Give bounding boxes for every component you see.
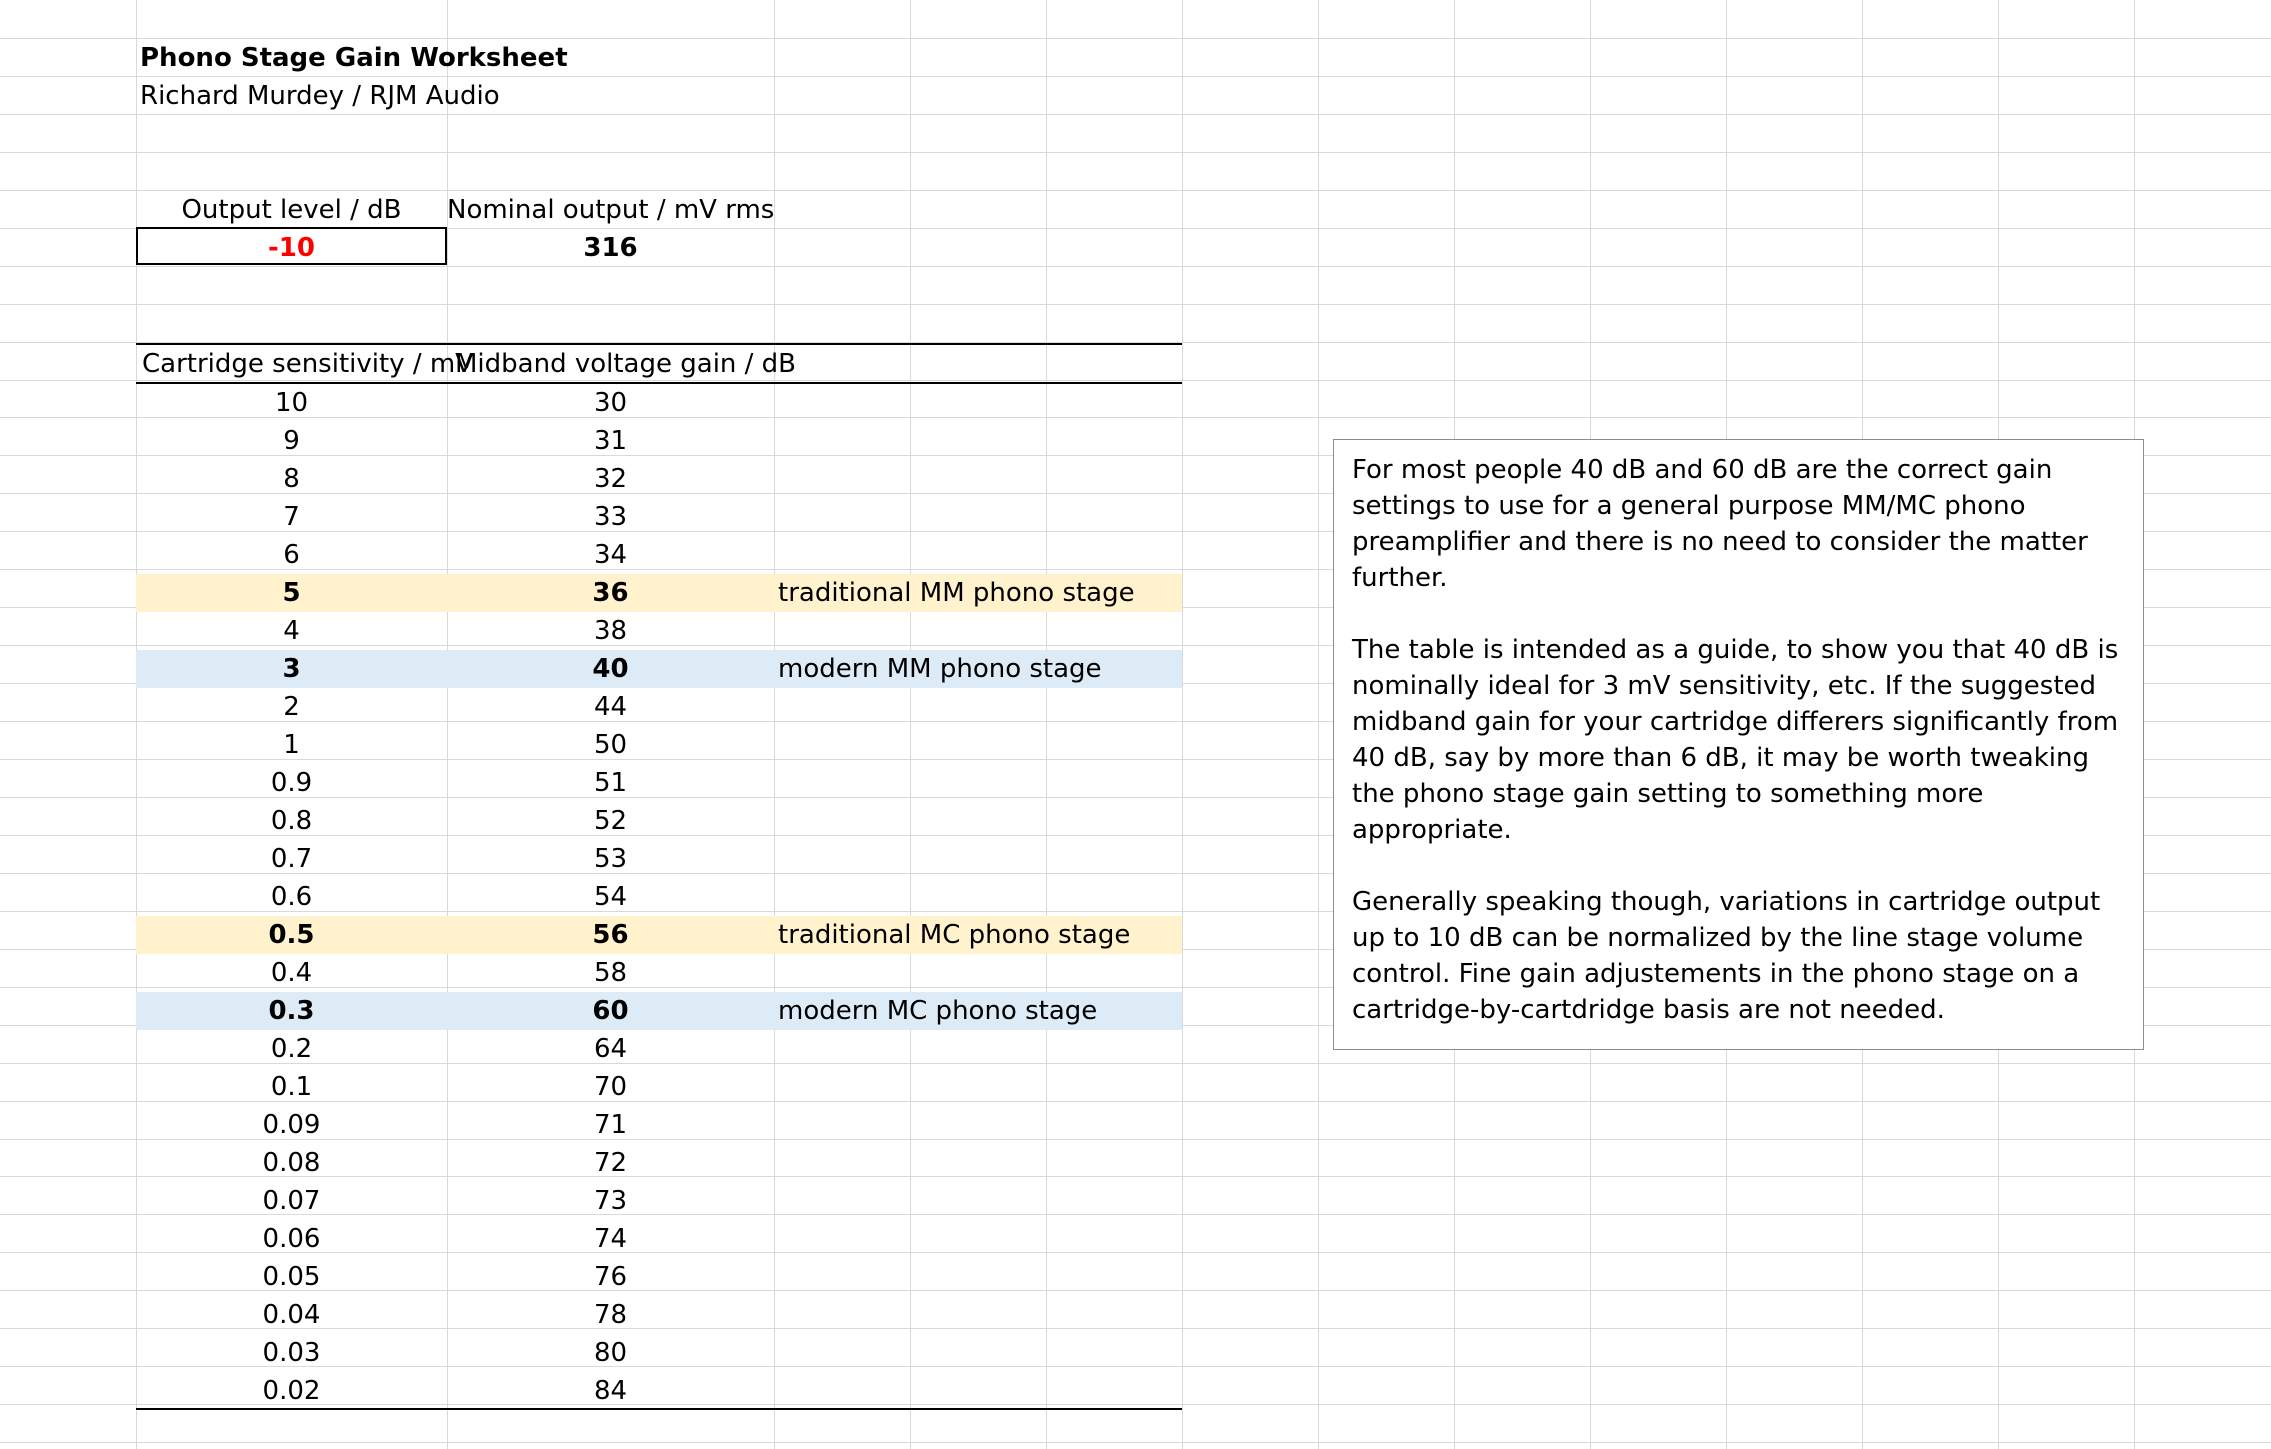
gain-cell[interactable]: 64 <box>593 1034 628 1064</box>
gain-cell[interactable]: 58 <box>593 958 628 988</box>
sensitivity-cell[interactable]: 0.6 <box>270 882 313 912</box>
gain-cell[interactable]: 72 <box>593 1148 628 1178</box>
gain-cell[interactable]: 60 <box>592 996 629 1026</box>
gain-cell[interactable]: 32 <box>593 464 628 494</box>
sensitivity-cell[interactable]: 0.3 <box>268 996 315 1026</box>
gain-cell[interactable]: 71 <box>593 1110 628 1140</box>
gain-cell[interactable]: 50 <box>593 730 628 760</box>
gain-cell[interactable]: 40 <box>592 654 629 684</box>
gain-cell[interactable]: 78 <box>593 1300 628 1330</box>
gain-cell[interactable]: 73 <box>593 1186 628 1216</box>
gain-cell[interactable]: 31 <box>593 426 628 456</box>
sensitivity-cell[interactable]: 7 <box>283 502 300 532</box>
sensitivity-cell[interactable]: 0.06 <box>262 1224 321 1254</box>
sensitivity-cell[interactable]: 0.5 <box>268 920 315 950</box>
gain-cell[interactable]: 56 <box>592 920 629 950</box>
notes-paragraph: The table is intended as a guide, to show you that 40 dB is nominally ideal for 3 mV sensitivity, etc. If the suggested midband gain for your cartridge differers significantly from 40 dB, say by more than 6 dB, it may be worth tweaking the phono stage gain setting to something more appropriate. <box>1352 635 2119 845</box>
sheet-title[interactable]: Phono Stage Gain Worksheet <box>140 43 568 73</box>
sensitivity-cell[interactable]: 0.08 <box>262 1148 321 1178</box>
sensitivity-cell[interactable]: 0.1 <box>270 1072 313 1102</box>
gain-cell[interactable]: 36 <box>592 578 629 608</box>
sensitivity-cell[interactable]: 0.03 <box>262 1338 321 1368</box>
gain-cell[interactable]: 34 <box>593 540 628 570</box>
gain-cell[interactable]: 84 <box>593 1376 628 1406</box>
sensitivity-cell[interactable]: 0.07 <box>262 1186 321 1216</box>
gain-cell[interactable]: 53 <box>593 844 628 874</box>
output-level-value[interactable]: -10 <box>268 233 315 263</box>
sensitivity-cell[interactable]: 3 <box>282 654 301 684</box>
sensitivity-cell[interactable]: 8 <box>283 464 300 494</box>
note-cell[interactable]: traditional MC phono stage <box>778 920 1131 950</box>
sensitivity-cell[interactable]: 1 <box>283 730 300 760</box>
sensitivity-cell[interactable]: 5 <box>282 578 301 608</box>
sensitivity-cell[interactable]: 4 <box>283 616 300 646</box>
sensitivity-cell[interactable]: 0.02 <box>262 1376 321 1406</box>
gain-cell[interactable]: 52 <box>593 806 628 836</box>
column-gridline <box>1046 0 1047 1449</box>
gain-cell[interactable]: 80 <box>593 1338 628 1368</box>
nominal-output-value[interactable]: 316 <box>583 233 638 263</box>
row-gridline <box>0 304 2271 305</box>
header-midband-gain[interactable]: Midband voltage gain / dB <box>455 349 797 379</box>
sensitivity-cell[interactable]: 6 <box>283 540 300 570</box>
sheet-author[interactable]: Richard Murdey / RJM Audio <box>140 81 500 111</box>
gain-cell[interactable]: 70 <box>593 1072 628 1102</box>
note-cell[interactable]: traditional MM phono stage <box>778 578 1135 608</box>
gain-cell[interactable]: 44 <box>593 692 628 722</box>
sensitivity-cell[interactable]: 2 <box>283 692 300 722</box>
sensitivity-cell[interactable]: 0.09 <box>262 1110 321 1140</box>
gain-cell[interactable]: 54 <box>593 882 628 912</box>
note-cell[interactable]: modern MC phono stage <box>778 996 1098 1026</box>
row-gridline <box>0 152 2271 153</box>
gain-cell[interactable]: 33 <box>593 502 628 532</box>
header-cartridge-sensitivity[interactable]: Cartridge sensitivity / mV <box>142 349 473 379</box>
sensitivity-cell[interactable]: 0.7 <box>270 844 313 874</box>
output-level-label[interactable]: Output level / dB <box>181 195 402 225</box>
notes-paragraph: Generally speaking though, variations in cartridge output up to 10 dB can be normalized by the line stage volume control. Fine gain adjustements in the phono stage on a cartridge-by-cartdridge basis are not needed. <box>1352 887 2101 1025</box>
sensitivity-cell[interactable]: 9 <box>283 426 300 456</box>
row-gridline <box>0 1442 2271 1443</box>
gain-cell[interactable]: 38 <box>593 616 628 646</box>
sensitivity-cell[interactable]: 10 <box>274 388 309 418</box>
column-gridline <box>1318 0 1319 1449</box>
gain-cell[interactable]: 76 <box>593 1262 628 1292</box>
sensitivity-cell[interactable]: 0.8 <box>270 806 313 836</box>
sensitivity-cell[interactable]: 0.9 <box>270 768 313 798</box>
gain-cell[interactable]: 74 <box>593 1224 628 1254</box>
sensitivity-cell[interactable]: 0.05 <box>262 1262 321 1292</box>
gain-cell[interactable]: 30 <box>593 388 628 418</box>
note-cell[interactable]: modern MM phono stage <box>778 654 1102 684</box>
column-gridline <box>1182 0 1183 1449</box>
sensitivity-cell[interactable]: 0.4 <box>270 958 313 988</box>
notes-paragraph: For most people 40 dB and 60 dB are the correct gain settings to use for a general purpose MM/MC phono preamplifier and there is no need to consider the matter further. <box>1352 455 2088 593</box>
gain-cell[interactable]: 51 <box>593 768 628 798</box>
column-gridline <box>910 0 911 1449</box>
nominal-output-label[interactable]: Nominal output / mV rms <box>447 195 775 225</box>
sensitivity-cell[interactable]: 0.04 <box>262 1300 321 1330</box>
column-gridline <box>774 0 775 1449</box>
sensitivity-cell[interactable]: 0.2 <box>270 1034 313 1064</box>
notes-textbox[interactable] <box>1333 439 2144 1050</box>
